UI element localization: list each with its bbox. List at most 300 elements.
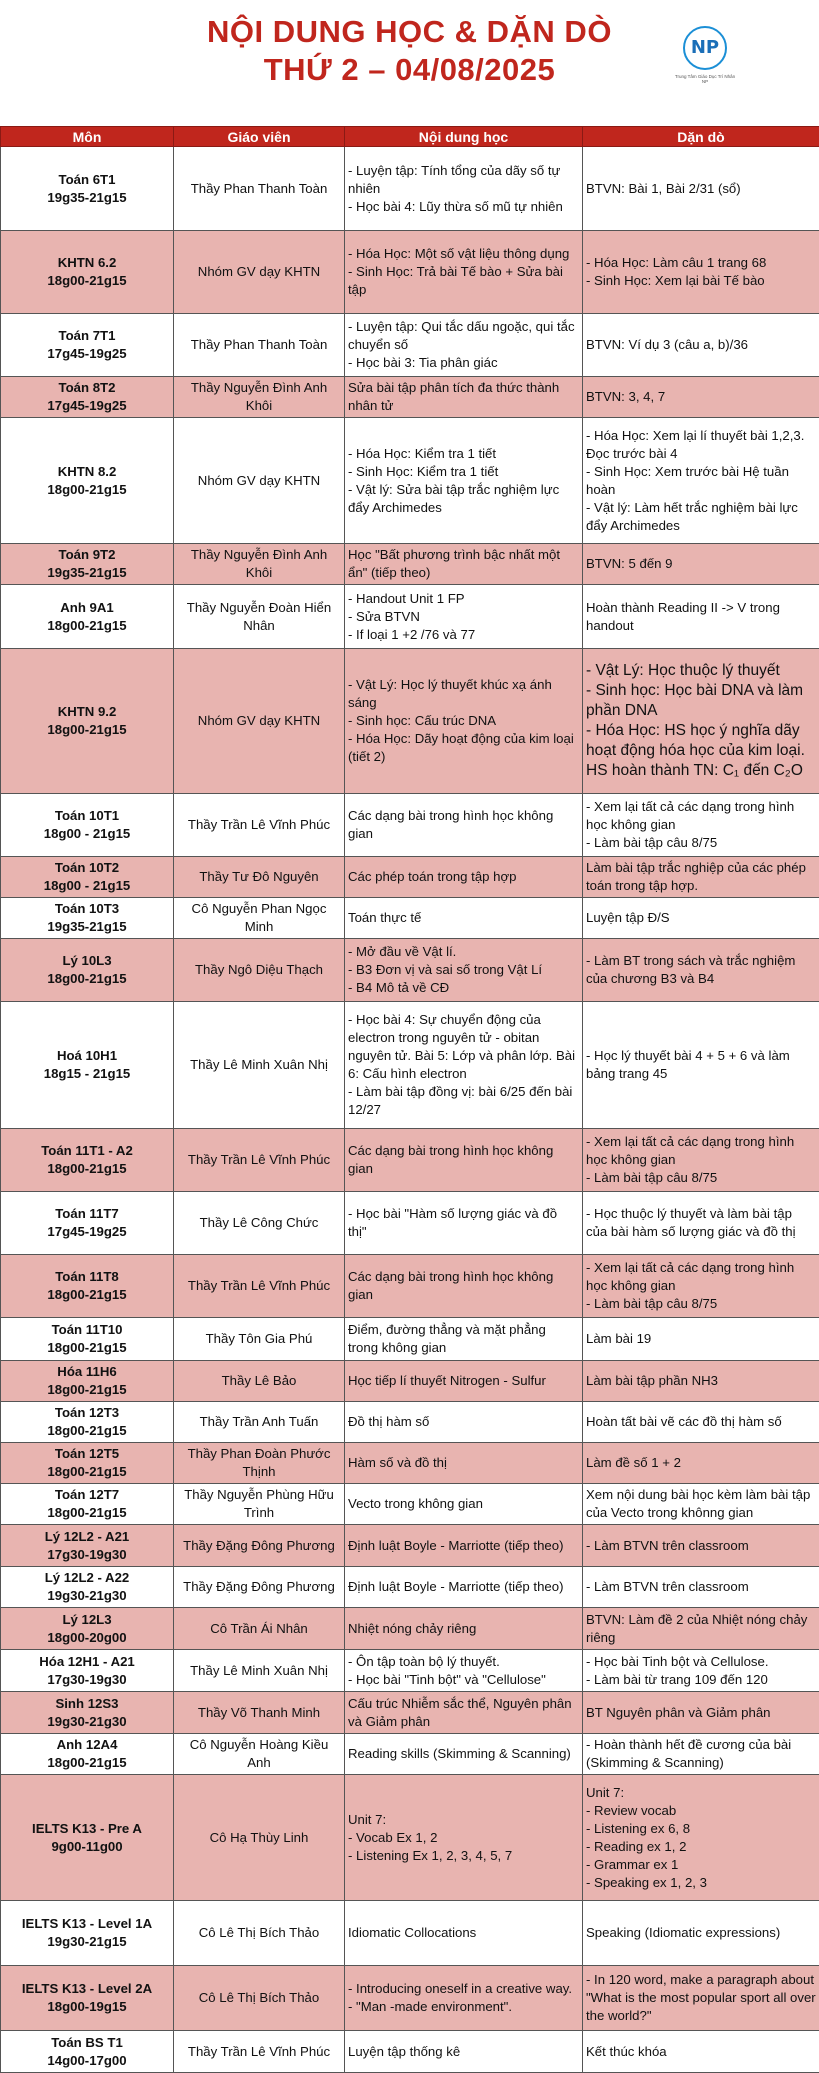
subject-cell-line: Toán 12T5 (4, 1445, 170, 1463)
subject-cell-line: Toán 11T7 (4, 1205, 170, 1223)
homework-cell-line: - Sinh Học: Xem lại bài Tế bào (586, 272, 816, 290)
subject-cell-line: KHTN 9.2 (4, 703, 170, 721)
homework-cell-line: BTVN: 3, 4, 7 (586, 388, 816, 406)
table-header-row (1, 127, 819, 147)
logo-mark: NP (683, 26, 727, 70)
homework-cell (583, 377, 819, 418)
homework-cell (583, 1361, 819, 1402)
homework-cell (583, 649, 819, 794)
table-row (1, 314, 819, 377)
subject-cell-line: Toán 11T10 (4, 1321, 170, 1339)
homework-cell-line: - Học thuộc lý thuyết và làm bài tập của bài hàm số lượng giác và đồ thị (586, 1205, 816, 1241)
subject-cell (1, 1318, 174, 1361)
content-cell-line: Các dạng bài trong hình học không gian (348, 1142, 579, 1178)
content-cell (345, 1002, 583, 1129)
subject-cell-line: Toán 11T8 (4, 1268, 170, 1286)
subject-cell-line: 18g00-21g15 (4, 970, 170, 988)
subject-cell-line: Toán 6T1 (4, 171, 170, 189)
content-cell-line: Các dạng bài trong hình học không gian (348, 1268, 579, 1304)
subject-cell-line: 19g35-21g15 (4, 564, 170, 582)
teacher-cell: Thầy Nguyễn Đoàn Hiển Nhân (174, 585, 345, 649)
page-title: NỘI DUNG HỌC & DẶN DÒ (0, 14, 819, 50)
homework-cell-line: BTVN: 5 đến 9 (586, 555, 816, 573)
homework-cell-line: Hoàn thành Reading II -> V trong handout (586, 599, 816, 635)
table-row (1, 1608, 819, 1650)
subject-cell-line: 17g45-19g25 (4, 345, 170, 363)
homework-cell-line: - Làm BTVN trên classroom (586, 1578, 816, 1596)
content-cell-line: - Hóa Học: Dãy hoạt động của kim loại (tiết 2) (348, 730, 579, 766)
teacher-cell: Thầy Lê Minh Xuân Nhị (174, 1002, 345, 1129)
content-cell-line: - Hóa Học: Kiểm tra 1 tiết (348, 445, 579, 463)
homework-cell (583, 1692, 819, 1734)
column-header-content: Nội dung học (345, 127, 583, 147)
table-row (1, 2031, 819, 2073)
homework-cell (583, 1608, 819, 1650)
content-cell-line: - Học bài "Hàm số lượng giác và đồ thị" (348, 1205, 579, 1241)
content-cell-line: - Học bài "Tinh bột" và "Cellulose" (348, 1671, 579, 1689)
content-cell-line: - Học bài 3: Tia phân giác (348, 354, 579, 372)
homework-cell-line: - Vật lý: Làm hết trắc nghiệm bài lực đẩy Archimedes (586, 499, 816, 535)
column-header-subject: Môn (1, 127, 174, 147)
homework-cell-line: - Hóa Học: HS học ý nghĩa dãy hoạt động hóa học của kim loại. HS hoàn thành TN: C₁ đến C₂O (586, 721, 816, 781)
table-row (1, 649, 819, 794)
content-cell (345, 1901, 583, 1966)
content-cell (345, 1129, 583, 1192)
subject-cell-line: 18g00-21g15 (4, 1286, 170, 1304)
subject-cell (1, 1361, 174, 1402)
content-cell-line: Reading skills (Skimming & Scanning) (348, 1745, 579, 1763)
homework-cell-line: - Hoàn thành hết đề cương của bài (Skimming & Scanning) (586, 1736, 816, 1772)
subject-cell-line: 19g30-21g30 (4, 1587, 170, 1605)
homework-cell-line: - Làm bài tập câu 8/75 (586, 834, 816, 852)
teacher-cell: Cô Nguyễn Hoàng Kiều Anh (174, 1734, 345, 1775)
table-row (1, 898, 819, 939)
subject-cell-line: Lý 12L3 (4, 1611, 170, 1629)
homework-cell (583, 1966, 819, 2031)
content-cell (345, 649, 583, 794)
subject-cell (1, 898, 174, 939)
table-row (1, 377, 819, 418)
homework-cell-line: Kết thúc khóa (586, 2043, 816, 2061)
center-logo (680, 26, 730, 88)
content-cell-line: - Học bài 4: Lũy thừa số mũ tự nhiên (348, 198, 579, 216)
table-row (1, 1734, 819, 1775)
teacher-cell: Thầy Tôn Gia Phú (174, 1318, 345, 1361)
subject-cell (1, 1129, 174, 1192)
subject-cell (1, 147, 174, 231)
subject-cell-line: Sinh 12S3 (4, 1695, 170, 1713)
subject-cell-line: Toán 9T2 (4, 546, 170, 564)
table-row (1, 585, 819, 649)
content-cell-line: - Introducing oneself in a creative way. (348, 1980, 579, 1998)
subject-cell-line: Hóa 11H6 (4, 1363, 170, 1381)
subject-cell (1, 1901, 174, 1966)
homework-cell (583, 1129, 819, 1192)
homework-cell (583, 2031, 819, 2073)
homework-cell (583, 1318, 819, 1361)
subject-cell-line: 9g00-11g00 (4, 1838, 170, 1856)
homework-cell (583, 1484, 819, 1525)
content-cell (345, 1255, 583, 1318)
subject-cell-line: Hoá 10H1 (4, 1047, 170, 1065)
subject-cell-line: 18g00-20g00 (4, 1629, 170, 1647)
content-cell (345, 585, 583, 649)
content-cell-line: Cấu trúc Nhiễm sắc thể, Nguyên phân và Giảm phân (348, 1695, 579, 1731)
subject-cell-line: 14g00-17g00 (4, 2052, 170, 2070)
homework-cell-line: BTVN: Ví dụ 3 (câu a, b)/36 (586, 336, 816, 354)
homework-cell (583, 857, 819, 898)
homework-cell-line: Làm bài tập phần NH3 (586, 1372, 816, 1390)
teacher-cell: Cô Trần Ái Nhân (174, 1608, 345, 1650)
subject-cell (1, 649, 174, 794)
subject-cell-line: Toán 11T1 - A2 (4, 1142, 170, 1160)
teacher-cell: Thầy Nguyễn Đình Anh Khôi (174, 377, 345, 418)
homework-cell (583, 1901, 819, 1966)
content-cell (345, 1318, 583, 1361)
teacher-cell: Thầy Đặng Đông Phương (174, 1525, 345, 1567)
homework-cell (583, 1192, 819, 1255)
teacher-cell: Thầy Trần Lê Vĩnh Phúc (174, 1255, 345, 1318)
subject-cell (1, 1443, 174, 1484)
content-cell (345, 794, 583, 857)
table-row (1, 1775, 819, 1901)
homework-cell (583, 1002, 819, 1129)
subject-cell (1, 418, 174, 544)
content-cell (345, 1775, 583, 1901)
teacher-cell: Cô Nguyễn Phan Ngọc Minh (174, 898, 345, 939)
subject-cell-line: Toán 8T2 (4, 379, 170, 397)
teacher-cell: Thầy Ngô Diệu Thạch (174, 939, 345, 1002)
homework-cell-line: Làm bài 19 (586, 1330, 816, 1348)
content-cell-line: - Vocab Ex 1, 2 (348, 1829, 579, 1847)
teacher-cell: Thầy Phan Đoàn Phước Thịnh (174, 1443, 345, 1484)
homework-cell-line: BT Nguyên phân và Giảm phân (586, 1704, 816, 1722)
table-row (1, 1192, 819, 1255)
content-cell-line: - Sinh Học: Trả bài Tế bào + Sửa bài tập (348, 263, 579, 299)
subject-cell-line: Lý 12L2 - A22 (4, 1569, 170, 1587)
homework-cell-line: - Vật Lý: Học thuộc lý thuyết (586, 661, 816, 681)
homework-cell-line: BTVN: Bài 1, Bài 2/31 (sổ) (586, 180, 816, 198)
schedule-body (1, 147, 819, 2073)
table-row (1, 1255, 819, 1318)
homework-cell (583, 544, 819, 585)
teacher-cell: Thầy Nguyễn Đình Anh Khôi (174, 544, 345, 585)
content-cell (345, 1361, 583, 1402)
subject-cell (1, 1650, 174, 1692)
subject-cell-line: 18g00-21g15 (4, 1339, 170, 1357)
content-cell (345, 1484, 583, 1525)
subject-cell-line: 18g00-21g15 (4, 1463, 170, 1481)
homework-cell-line: - Speaking ex 1, 2, 3 (586, 1874, 816, 1892)
table-row (1, 1650, 819, 1692)
content-cell-line: Các dạng bài trong hình học không gian (348, 807, 579, 843)
table-row (1, 1318, 819, 1361)
subject-cell (1, 1192, 174, 1255)
content-cell (345, 418, 583, 544)
subject-cell-line: 19g30-21g30 (4, 1713, 170, 1731)
table-row (1, 231, 819, 314)
content-cell (345, 1192, 583, 1255)
content-cell (345, 1734, 583, 1775)
subject-cell (1, 2031, 174, 2073)
content-cell-line: - Học bài 4: Sự chuyển động của electron trong nguyên tử - obitan nguyên tử. Bài 5: Lớp và phân lớp. Bài 6: Cấu hình electron (348, 1011, 579, 1083)
homework-cell-line: - Làm bài tập câu 8/75 (586, 1169, 816, 1187)
teacher-cell: Thầy Lê Công Chức (174, 1192, 345, 1255)
schedule-table (0, 126, 819, 2073)
homework-cell-line: - In 120 word, make a paragraph about "What is the most popular sport all over the world?" (586, 1971, 816, 2025)
subject-cell-line: Toán BS T1 (4, 2034, 170, 2052)
subject-cell-line: Anh 12A4 (4, 1736, 170, 1754)
subject-cell-line: IELTS K13 - Level 1A (4, 1915, 170, 1933)
subject-cell-line: Hóa 12H1 - A21 (4, 1653, 170, 1671)
subject-cell-line: Lý 10L3 (4, 952, 170, 970)
subject-cell-line: 17g30-19g30 (4, 1671, 170, 1689)
table-row (1, 1692, 819, 1734)
content-cell-line: Sửa bài tập phân tích đa thức thành nhân tử (348, 379, 579, 415)
page-date: THỨ 2 – 04/08/2025 (0, 52, 819, 88)
subject-cell (1, 1734, 174, 1775)
table-row (1, 147, 819, 231)
subject-cell-line: 18g00-21g15 (4, 1160, 170, 1178)
teacher-cell: Thầy Phan Thanh Toàn (174, 147, 345, 231)
subject-cell (1, 585, 174, 649)
homework-cell-line: - Xem lại tất cả các dạng trong hình học không gian (586, 798, 816, 834)
page-header (0, 0, 819, 126)
homework-cell (583, 794, 819, 857)
subject-cell-line: Toán 7T1 (4, 327, 170, 345)
homework-cell-line: - Review vocab (586, 1802, 816, 1820)
subject-cell (1, 314, 174, 377)
content-cell-line: - B3 Đơn vị và sai số trong Vật Lí (348, 961, 579, 979)
homework-cell (583, 1255, 819, 1318)
homework-cell (583, 231, 819, 314)
subject-cell-line: 18g00-21g15 (4, 617, 170, 635)
content-cell (345, 1525, 583, 1567)
teacher-cell: Nhóm GV dạy KHTN (174, 231, 345, 314)
content-cell (345, 1567, 583, 1608)
column-header-homework: Dặn dò (583, 127, 819, 147)
homework-cell (583, 1443, 819, 1484)
content-cell (345, 1402, 583, 1443)
subject-cell (1, 857, 174, 898)
subject-cell (1, 1608, 174, 1650)
homework-cell (583, 1775, 819, 1901)
subject-cell-line: 18g00 - 21g15 (4, 825, 170, 843)
subject-cell-line: 18g00 - 21g15 (4, 877, 170, 895)
content-cell-line: Học tiếp lí thuyết Nitrogen - Sulfur (348, 1372, 579, 1390)
homework-cell-line: Unit 7: (586, 1784, 816, 1802)
homework-cell (583, 314, 819, 377)
subject-cell-line: 18g00-21g15 (4, 1422, 170, 1440)
subject-cell (1, 1402, 174, 1443)
homework-cell (583, 1525, 819, 1567)
homework-cell-line: - Làm bài tập câu 8/75 (586, 1295, 816, 1313)
subject-cell (1, 377, 174, 418)
content-cell (345, 231, 583, 314)
content-cell-line: - Làm bài tập đồng vị: bài 6/25 đến bài 12/27 (348, 1083, 579, 1119)
content-cell-line: Định luật Boyle - Marriotte (tiếp theo) (348, 1578, 579, 1596)
homework-cell (583, 1567, 819, 1608)
subject-cell-line: KHTN 6.2 (4, 254, 170, 272)
homework-cell-line: BTVN: Làm đề 2 của Nhiệt nóng chảy riêng (586, 1611, 816, 1647)
subject-cell (1, 1775, 174, 1901)
content-cell-line: - "Man -made environment". (348, 1998, 579, 2016)
content-cell-line: Điểm, đường thẳng và mặt phẳng trong không gian (348, 1321, 579, 1357)
teacher-cell: Thầy Nguyễn Phùng Hữu Trình (174, 1484, 345, 1525)
subject-cell-line: 18g00-21g15 (4, 1504, 170, 1522)
homework-cell-line: - Reading ex 1, 2 (586, 1838, 816, 1856)
subject-cell (1, 1525, 174, 1567)
teacher-cell: Cô Hạ Thùy Linh (174, 1775, 345, 1901)
table-row (1, 1402, 819, 1443)
content-cell-line: - Vật Lý: Học lý thuyết khúc xạ ánh sáng (348, 676, 579, 712)
homework-cell-line: - Sinh học: Học bài DNA và làm phần DNA (586, 681, 816, 721)
subject-cell-line: Toán 12T7 (4, 1486, 170, 1504)
subject-cell-line: Toán 10T2 (4, 859, 170, 877)
homework-cell-line: Làm đề số 1 + 2 (586, 1454, 816, 1472)
subject-cell-line: Lý 12L2 - A21 (4, 1528, 170, 1546)
subject-cell (1, 794, 174, 857)
content-cell-line: - B4 Mô tả về CĐ (348, 979, 579, 997)
content-cell-line: - Hóa Học: Một số vật liệu thông dụng (348, 245, 579, 263)
subject-cell-line: 17g45-19g25 (4, 397, 170, 415)
content-cell-line: - Listening Ex 1, 2, 3, 4, 5, 7 (348, 1847, 579, 1865)
subject-cell-line: IELTS K13 - Pre A (4, 1820, 170, 1838)
content-cell (345, 1966, 583, 2031)
homework-cell-line: Làm bài tập trắc nghiệp của các phép toán trong tập hợp. (586, 859, 816, 895)
subject-cell (1, 1255, 174, 1318)
table-row (1, 1966, 819, 2031)
subject-cell (1, 1692, 174, 1734)
teacher-cell: Thầy Lê Bảo (174, 1361, 345, 1402)
content-cell-line: Nhiệt nóng chảy riêng (348, 1620, 579, 1638)
teacher-cell: Thầy Trần Lê Vĩnh Phúc (174, 2031, 345, 2073)
subject-cell-line: Toán 12T3 (4, 1404, 170, 1422)
content-cell-line: - Vật lý: Sửa bài tập trắc nghiệm lực đẩy Archimedes (348, 481, 579, 517)
homework-cell-line: Hoàn tất bài vẽ các đồ thị hàm số (586, 1413, 816, 1431)
teacher-cell: Cô Lê Thị Bích Thảo (174, 1966, 345, 2031)
homework-cell (583, 585, 819, 649)
content-cell-line: - Ôn tập toàn bộ lý thuyết. (348, 1653, 579, 1671)
content-cell-line: - Mở đầu về Vật lí. (348, 943, 579, 961)
subject-cell-line: 17g45-19g25 (4, 1223, 170, 1241)
subject-cell (1, 1567, 174, 1608)
subject-cell (1, 1002, 174, 1129)
subject-cell-line: IELTS K13 - Level 2A (4, 1980, 170, 1998)
subject-cell-line: 19g30-21g15 (4, 1933, 170, 1951)
homework-cell-line: Xem nội dung bài học kèm làm bài tập của Vecto trong khônng gian (586, 1486, 816, 1522)
subject-cell-line: Toán 10T1 (4, 807, 170, 825)
table-row (1, 418, 819, 544)
teacher-cell: Nhóm GV dạy KHTN (174, 418, 345, 544)
homework-cell-line: - Xem lại tất cả các dạng trong hình học không gian (586, 1259, 816, 1295)
table-row (1, 939, 819, 1002)
teacher-cell: Thầy Trần Lê Vĩnh Phúc (174, 1129, 345, 1192)
content-cell-line: Luyện tập thống kê (348, 2043, 579, 2061)
homework-cell-line: - Grammar ex 1 (586, 1856, 816, 1874)
content-cell (345, 544, 583, 585)
subject-cell-line: 18g00-21g15 (4, 481, 170, 499)
table-row (1, 1901, 819, 1966)
content-cell (345, 377, 583, 418)
teacher-cell: Thầy Tư Đô Nguyên (174, 857, 345, 898)
content-cell (345, 857, 583, 898)
homework-cell-line: - Sinh Học: Xem trước bài Hệ tuần hoàn (586, 463, 816, 499)
teacher-cell: Thầy Võ Thanh Minh (174, 1692, 345, 1734)
subject-cell-line: 19g35-21g15 (4, 918, 170, 936)
homework-cell-line: - Hóa Học: Làm câu 1 trang 68 (586, 254, 816, 272)
homework-cell (583, 898, 819, 939)
homework-cell-line: - Listening ex 6, 8 (586, 1820, 816, 1838)
homework-cell-line: Speaking (Idiomatic expressions) (586, 1924, 816, 1942)
homework-cell (583, 1650, 819, 1692)
homework-cell-line: - Hóa Học: Xem lại lí thuyết bài 1,2,3. Đọc trước bài 4 (586, 427, 816, 463)
content-cell (345, 1692, 583, 1734)
homework-cell (583, 147, 819, 231)
table-row (1, 1361, 819, 1402)
table-row (1, 857, 819, 898)
table-row (1, 544, 819, 585)
subject-cell-line: Anh 9A1 (4, 599, 170, 617)
homework-cell-line: - Học bài Tinh bột và Cellulose. (586, 1653, 816, 1671)
content-cell-line: Hàm số và đồ thị (348, 1454, 579, 1472)
table-row (1, 1443, 819, 1484)
teacher-cell: Nhóm GV dạy KHTN (174, 649, 345, 794)
content-cell-line: - Sinh học: Cấu trúc DNA (348, 712, 579, 730)
subject-cell-line: 17g30-19g30 (4, 1546, 170, 1564)
subject-cell-line: Toán 10T3 (4, 900, 170, 918)
homework-cell-line: - Làm bài từ trang 109 đến 120 (586, 1671, 816, 1689)
homework-cell (583, 418, 819, 544)
content-cell (345, 2031, 583, 2073)
content-cell-line: Định luật Boyle - Marriotte (tiếp theo) (348, 1537, 579, 1555)
subject-cell (1, 1484, 174, 1525)
subject-cell-line: KHTN 8.2 (4, 463, 170, 481)
content-cell (345, 314, 583, 377)
content-cell-line: - Handout Unit 1 FP (348, 590, 579, 608)
content-cell-line: - Sinh Học: Kiểm tra 1 tiết (348, 463, 579, 481)
content-cell (345, 1443, 583, 1484)
subject-cell-line: 19g35-21g15 (4, 189, 170, 207)
subject-cell-line: 18g15 - 21g15 (4, 1065, 170, 1083)
content-cell (345, 147, 583, 231)
table-row (1, 1567, 819, 1608)
content-cell-line: Học "Bất phương trình bậc nhất một ẩn" (tiếp theo) (348, 546, 579, 582)
table-row (1, 794, 819, 857)
homework-cell (583, 1402, 819, 1443)
content-cell-line: Đồ thị hàm số (348, 1413, 579, 1431)
homework-cell-line: - Làm BTVN trên classroom (586, 1537, 816, 1555)
homework-cell (583, 939, 819, 1002)
homework-cell-line: - Xem lại tất cả các dạng trong hình học không gian (586, 1133, 816, 1169)
logo-tagline: Trung Tâm Giáo Dục Trí Nhân NP (672, 74, 738, 84)
table-row (1, 1484, 819, 1525)
content-cell-line: - Luyện tập: Tính tổng của dãy số tự nhiên (348, 162, 579, 198)
table-row (1, 1129, 819, 1192)
subject-cell-line: 18g00-21g15 (4, 1381, 170, 1399)
column-header-teacher: Giáo viên (174, 127, 345, 147)
subject-cell-line: 18g00-21g15 (4, 272, 170, 290)
subject-cell-line: 18g00-21g15 (4, 1754, 170, 1772)
content-cell-line: Toán thực tế (348, 909, 579, 927)
teacher-cell: Thầy Trần Lê Vĩnh Phúc (174, 794, 345, 857)
content-cell-line: Vecto trong không gian (348, 1495, 579, 1513)
content-cell-line: - Sửa BTVN (348, 608, 579, 626)
content-cell (345, 898, 583, 939)
teacher-cell: Thầy Lê Minh Xuân Nhị (174, 1650, 345, 1692)
content-cell-line: - If loại 1 +2 /76 và 77 (348, 626, 579, 644)
homework-cell-line: - Làm BT trong sách và trắc nghiệm của chương B3 và B4 (586, 952, 816, 988)
